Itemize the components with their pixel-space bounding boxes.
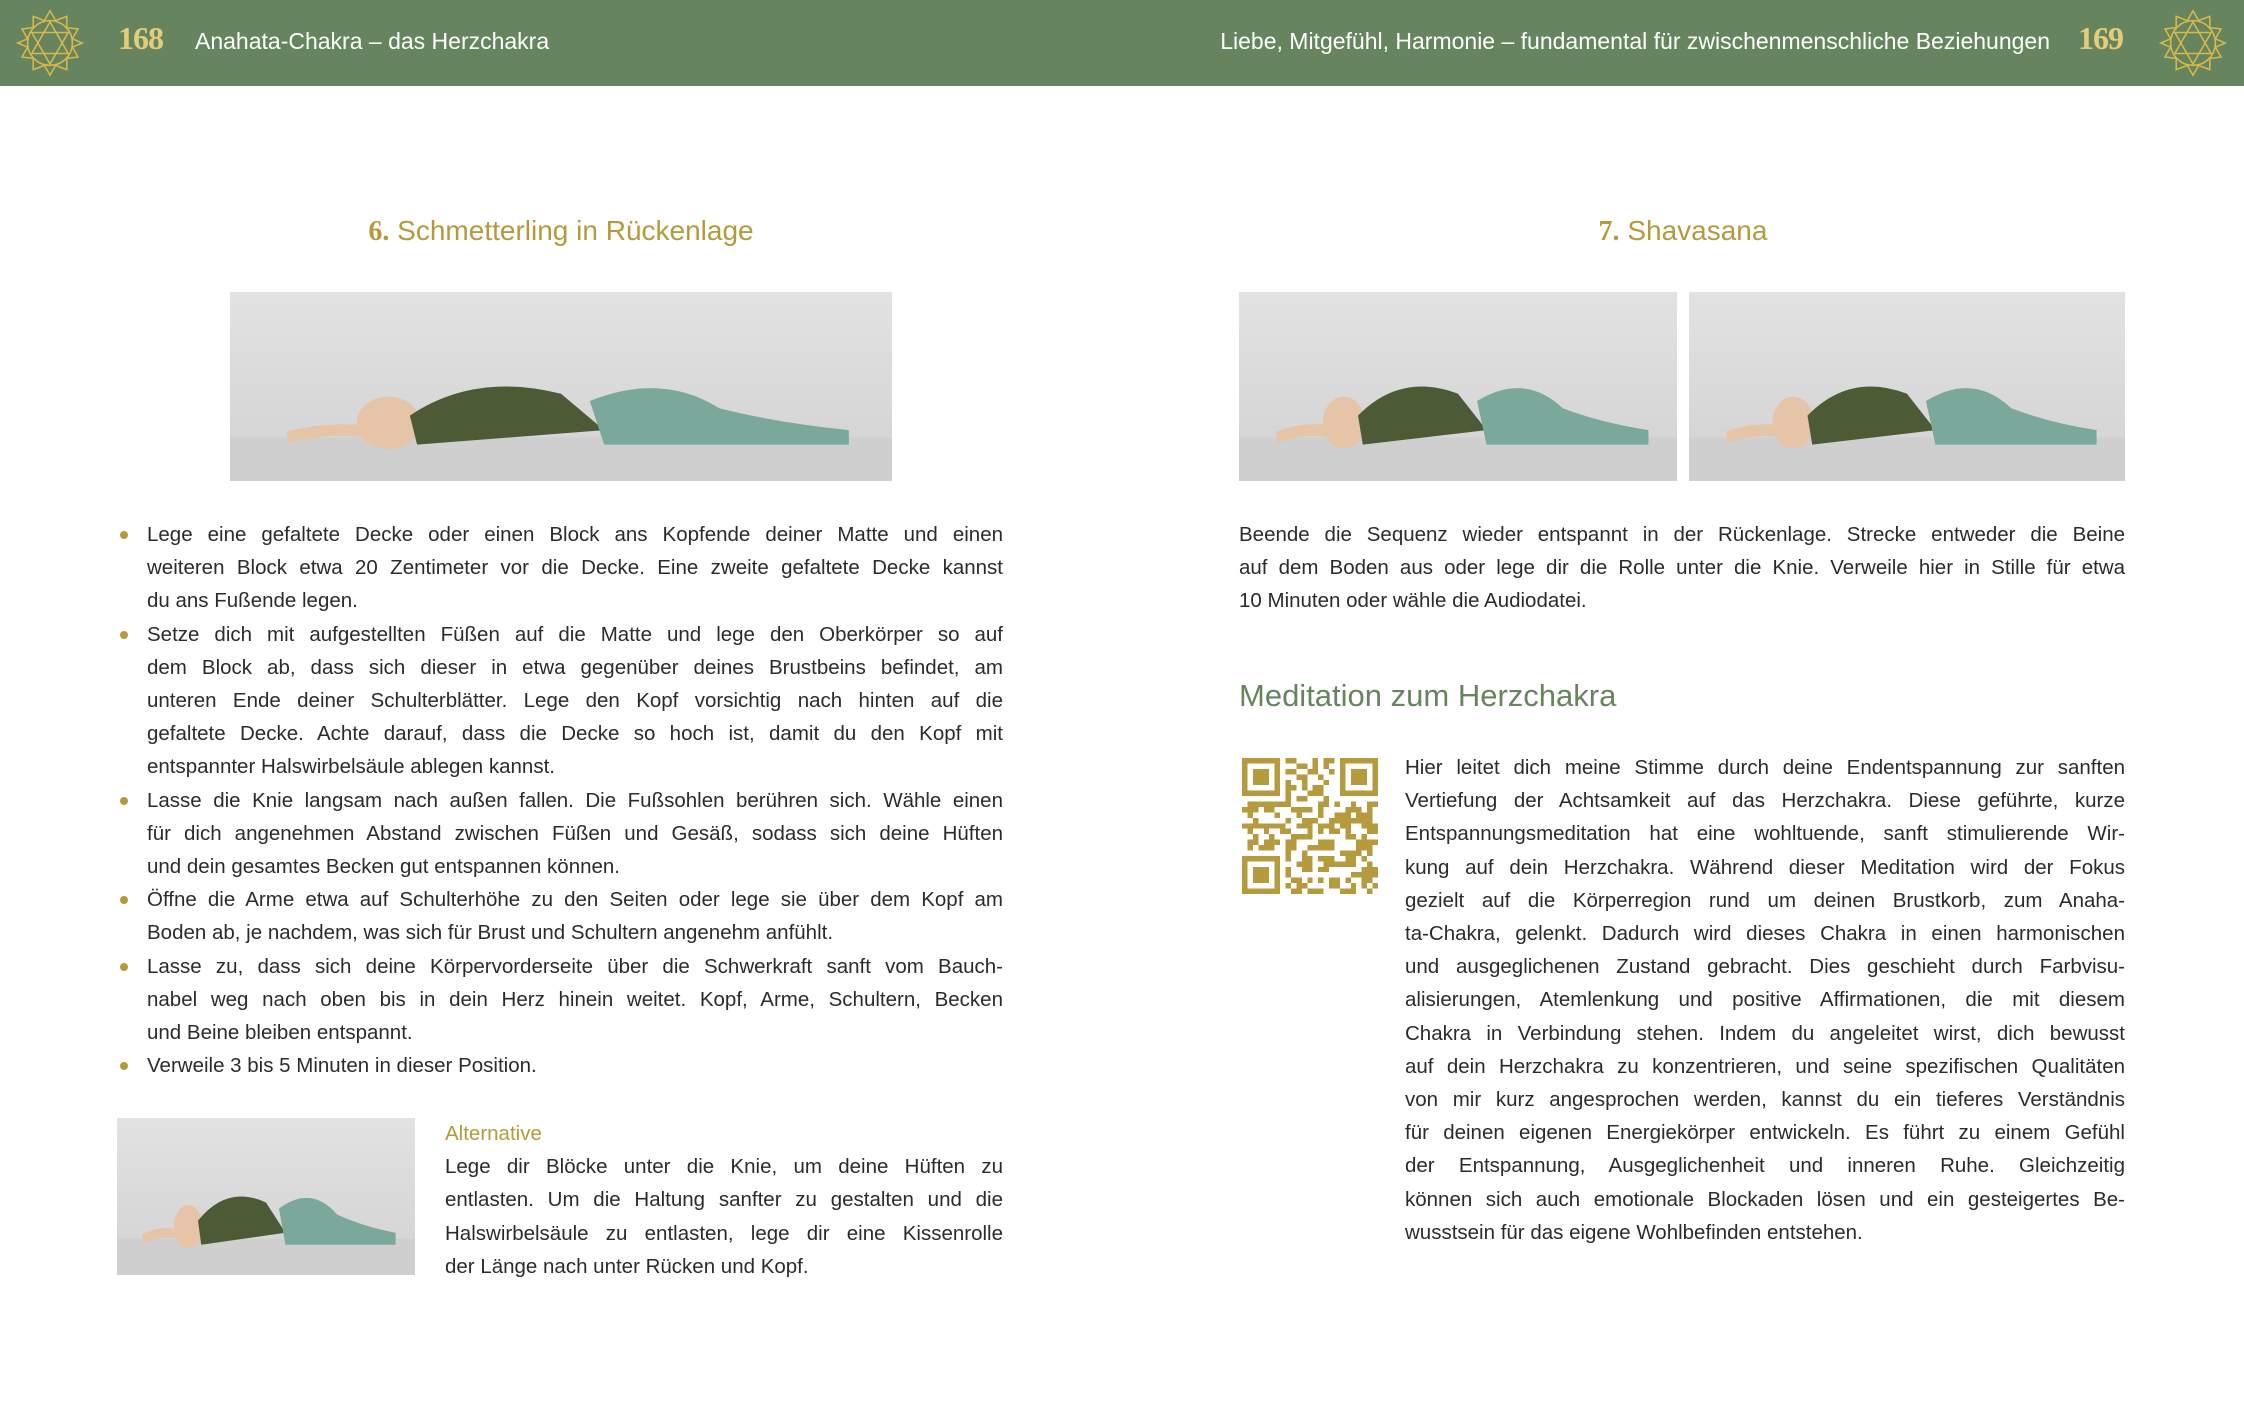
section-number: 6.	[368, 216, 390, 247]
alternative-block	[445, 1117, 1003, 1283]
meditation-line: ta-Chakra, gelenkt. Dadurch wird dieses Chakra in einen harmonischen	[1405, 922, 2125, 946]
alternative-line: Lege dir Blöcke unter die Knie, um deine Hüften zu	[445, 1155, 1003, 1179]
chakra-logo-icon	[2158, 8, 2228, 78]
alternative-line: entlasten. Um die Haltung sanfter zu gestalten und die	[445, 1188, 1003, 1212]
instruction-bullet-list	[147, 518, 1003, 1082]
meditation-line: Chakra in Verbindung stehen. Indem du angeleitet wirst, dich bewusst	[1405, 1021, 2125, 1045]
alternative-line: Halswirbelsäule zu entlasten, lege dir eine Kissenrolle	[445, 1221, 1003, 1245]
meditation-line: auf dein Herzchakra zu konzentrieren, und seine spezifischen Qualitäten	[1405, 1054, 2125, 1078]
page-header	[0, 0, 2244, 86]
section-title-butterfly	[368, 215, 753, 248]
right-page-number: 169	[2078, 20, 2123, 56]
bullet-line: Öffne die Arme etwa auf Schulterhöhe zu den Seiten oder lege sie über dem Kopf am	[147, 888, 1003, 912]
alternative-line: der Länge nach unter Rücken und Kopf.	[445, 1254, 809, 1278]
photo-alternative-pose	[117, 1118, 415, 1275]
section-number: 7.	[1598, 216, 1620, 247]
bullet-line: unteren Ende deiner Schulterblätter. Lege den Kopf vorsichtig nach hinten auf die	[147, 689, 1003, 713]
meditation-line: können sich auch emotionale Blockaden lösen und ein gesteigertes Be-	[1405, 1187, 2125, 1211]
meditation-line: kung auf dein Herzchakra. Während dieser Meditation wird der Fokus	[1405, 855, 2125, 879]
qr-code-icon[interactable]	[1242, 758, 1378, 894]
section-title-text: Schmetterling in Rückenlage	[397, 215, 754, 246]
alternative-label: Alternative	[445, 1122, 542, 1145]
bullet-dot-icon	[120, 963, 128, 971]
bullet-item	[147, 784, 1003, 884]
meditation-line: gezielt auf die Körperregion rund um deinen Brustkorb, zum Anaha-	[1405, 888, 2125, 912]
alternative-text	[445, 1150, 1003, 1283]
bullet-dot-icon	[120, 631, 128, 639]
bullet-dot-icon	[120, 1062, 128, 1070]
bullet-line: Lege eine gefaltete Decke oder einen Block ans Kopfende deiner Matte und einen	[147, 523, 1003, 546]
meditation-line: und ausgeglichenen Zustand gebracht. Dies geschieht durch Farbvisu-	[1405, 955, 2125, 979]
bullet-line: entspannter Halswirbelsäule ablegen kannst.	[147, 755, 555, 779]
bullet-line: weiteren Block etwa 20 Zentimeter vor die Decke. Eine zweite gefaltete Decke kannst	[147, 556, 1003, 580]
bullet-item	[147, 1049, 1003, 1082]
photo-butterfly-pose	[230, 292, 892, 481]
bullet-dot-icon	[120, 797, 128, 805]
bullet-line: Verweile 3 bis 5 Minuten in dieser Position.	[147, 1054, 537, 1078]
bullet-line: und dein gesamtes Becken gut entspannen können.	[147, 855, 620, 879]
bullet-item	[147, 618, 1003, 784]
meditation-line: Hier leitet dich meine Stimme durch deine Endentspannung zur sanften	[1405, 756, 2125, 779]
photo-shavasana-legs-straight	[1239, 292, 1677, 481]
meditation-line: wusstsein für das eigene Wohlbefinden entstehen.	[1405, 1220, 1863, 1244]
bullet-item	[147, 518, 1003, 618]
bullet-line: Lasse zu, dass sich deine Körpervorderseite über die Schwerkraft sanft vom Bauch-	[147, 954, 1003, 978]
shavasana-line: Beende die Sequenz wieder entspannt in der Rückenlage. Strecke entweder die Beine	[1239, 523, 2125, 546]
meditation-line: alisierungen, Atemlenkung und positive Affirmationen, die mit diesem	[1405, 988, 2125, 1012]
bullet-line: und Beine bleiben entspannt.	[147, 1021, 413, 1045]
meditation-line: für deinen eigenen Energiekörper entwickeln. Es führt zu einem Gefühl	[1405, 1121, 2125, 1145]
bullet-item	[147, 883, 1003, 949]
bullet-line: nabel weg nach oben bis in dein Herz hinein weitet. Kopf, Arme, Schultern, Becken	[147, 987, 1003, 1011]
meditation-line: Entspannungsmeditation hat eine wohltuende, sanft stimulierende Wir-	[1405, 822, 2125, 846]
meditation-line: Vertiefung der Achtsamkeit auf das Herzchakra. Diese geführte, kurze	[1405, 789, 2125, 813]
meditation-line: der Entspannung, Ausgeglichenheit und inneren Ruhe. Gleichzeitig	[1405, 1154, 2125, 1178]
right-running-title: Liebe, Mitgefühl, Harmonie – fundamental für zwischenmenschliche Beziehungen	[1220, 28, 2050, 54]
meditation-text	[1405, 751, 2125, 1249]
shavasana-text	[1239, 518, 2125, 618]
bullet-line: Boden ab, je nachdem, was sich für Brust und Schultern angenehm anfühlt.	[147, 921, 834, 945]
bullet-line: gefaltete Decke. Achte darauf, dass die Decke so hoch ist, damit du den Kopf mit	[147, 722, 1003, 746]
bullet-line: Lasse die Knie langsam nach außen fallen. Die Fußsohlen berühren sich. Wähle einen	[147, 788, 1003, 812]
bullet-line: Setze dich mit aufgestellten Füßen auf die Matte und lege den Oberkörper so auf	[147, 622, 1003, 646]
bullet-line: dem Block ab, dass sich dieser in etwa gegenüber deines Brustbeins befindet, am	[147, 655, 1003, 679]
left-running-title: Anahata-Chakra – das Herzchakra	[195, 28, 550, 54]
photo-shavasana-bolster	[1689, 292, 2125, 481]
meditation-line: von mir kurz angesprochen werden, kannst du ein tieferes Verständnis	[1405, 1088, 2125, 1112]
bullet-line: für dich angenehmen Abstand zwischen Füßen und Gesäß, sodass sich deine Hüften	[147, 821, 1003, 845]
shavasana-line: auf dem Boden aus oder lege dir die Rolle unter die Knie. Verweile hier in Stille für etwa	[1239, 556, 2125, 580]
chakra-logo-icon	[15, 8, 85, 78]
shavasana-line: 10 Minuten oder wähle die Audiodatei.	[1239, 589, 1587, 613]
section-title-shavasana	[1599, 215, 1768, 248]
section-title-text: Shavasana	[1627, 215, 1768, 246]
bullet-item	[147, 950, 1003, 1050]
left-page-number: 168	[118, 20, 163, 56]
bullet-dot-icon	[120, 531, 128, 539]
bullet-dot-icon	[120, 896, 128, 904]
bullet-line: du ans Fußende legen.	[147, 589, 358, 613]
meditation-heading: Meditation zum Herzchakra	[1239, 678, 1617, 713]
